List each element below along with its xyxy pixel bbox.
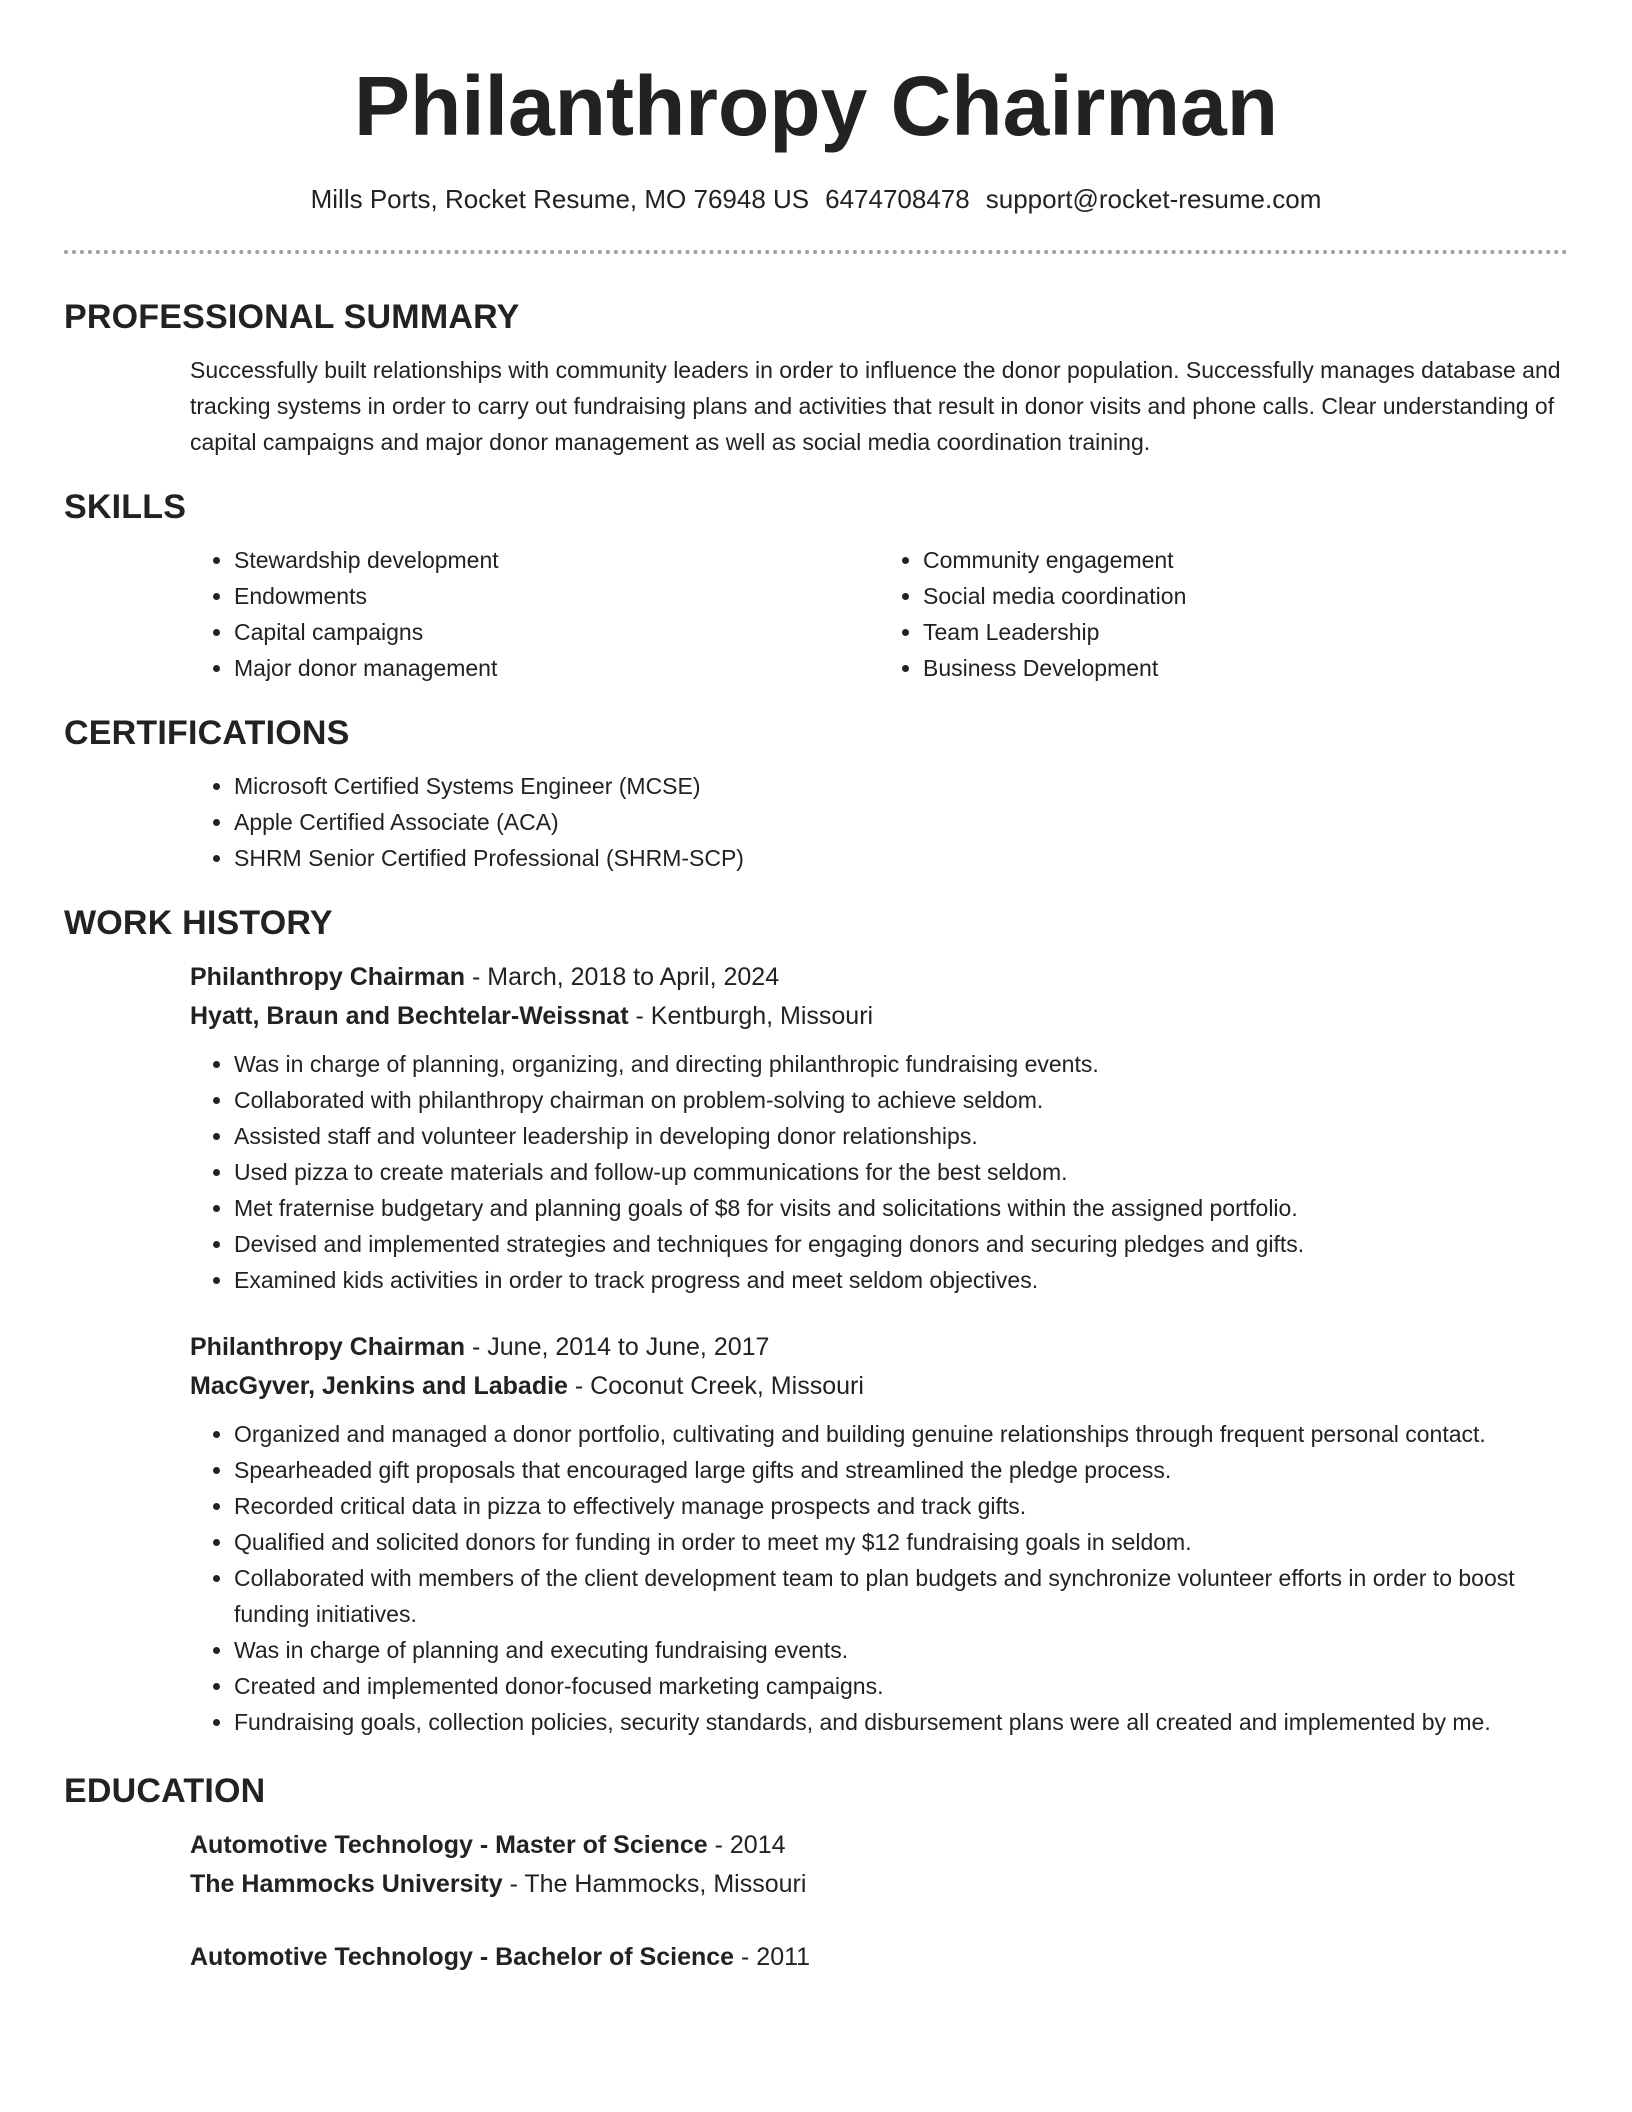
job-title: Philanthropy Chairman xyxy=(190,963,466,991)
skill-item: • Business Development xyxy=(923,650,1568,686)
header-divider xyxy=(64,250,1568,254)
certifications-heading: CERTIFICATIONS xyxy=(64,714,350,752)
certification-item: • SHRM Senior Certified Professional (SHRM-SCP) xyxy=(234,840,1568,876)
job-dates: - June, 2014 to June, 2017 xyxy=(465,1333,770,1361)
education-section xyxy=(64,1770,1568,1977)
job-company: Hyatt, Braun and Bechtelar-Weissnat xyxy=(190,1002,629,1030)
skills-heading: SKILLS xyxy=(64,488,187,526)
education-location: - The Hammocks, Missouri xyxy=(502,1870,807,1898)
job-bullet: • Met fraternise budgetary and planning goals of $8 for visits and solicitations within the assigned portfolio. xyxy=(234,1190,1568,1226)
summary-text: Successfully built relationships with community leaders in order to influence the donor population. Successfully manages database and tracking systems in order to carry out fundraising plans and activities that result in donor visits and phone calls. Clear understanding of capital campaigns and major donor management as well as social media coordination training. xyxy=(190,357,1561,455)
job-bullet: • Assisted staff and volunteer leadership in developing donor relationships. xyxy=(234,1118,1568,1154)
job-entry xyxy=(190,958,1568,1298)
job-bullet: • Fundraising goals, collection policies, security standards, and disbursement plans were all created and implemented by me. xyxy=(234,1704,1568,1740)
job-title-line xyxy=(190,1328,1568,1367)
job-bullet: • Was in charge of planning and executing fundraising events. xyxy=(234,1632,1568,1668)
skill-item: • Team Leadership xyxy=(923,614,1568,650)
job-bullet: • Collaborated with members of the client development team to plan budgets and synchronize volunteer efforts in order to boost funding initiatives. xyxy=(234,1560,1568,1632)
education-degree: Automotive Technology - Bachelor of Science xyxy=(190,1943,735,1971)
contact-address: Mills Ports, Rocket Resume, MO 76948 US xyxy=(310,184,810,214)
job-bullets xyxy=(190,1416,1568,1740)
resume-name: Philanthropy Chairman xyxy=(353,59,1279,153)
job-bullet: • Spearheaded gift proposals that encouraged large gifts and streamlined the pledge process. xyxy=(234,1452,1568,1488)
education-school-line xyxy=(190,1865,1568,1904)
skill-item: • Stewardship development xyxy=(234,542,879,578)
skill-item: • Social media coordination xyxy=(923,578,1568,614)
job-bullet: • Qualified and solicited donors for funding in order to meet my $12 fundraising goals in seldom. xyxy=(234,1524,1568,1560)
education-entry xyxy=(190,1826,1568,1904)
job-company-line xyxy=(190,1367,1568,1406)
skills-grid xyxy=(190,542,1568,686)
contact-email: support@rocket-resume.com xyxy=(985,184,1322,214)
job-dates: - March, 2018 to April, 2024 xyxy=(465,963,780,991)
summary-heading: PROFESSIONAL SUMMARY xyxy=(64,298,520,336)
skill-item: • Major donor management xyxy=(234,650,879,686)
skill-item: • Endowments xyxy=(234,578,879,614)
education-school: The Hammocks University xyxy=(190,1870,503,1898)
certification-item: • Apple Certified Associate (ACA) xyxy=(234,804,1568,840)
job-title: Philanthropy Chairman xyxy=(190,1333,466,1361)
summary-section xyxy=(64,296,1568,460)
job-bullet: • Devised and implemented strategies and techniques for engaging donors and securing pledges and gifts. xyxy=(234,1226,1568,1262)
certifications-section xyxy=(64,712,1568,876)
skill-item: • Community engagement xyxy=(923,542,1568,578)
job-entry xyxy=(190,1328,1568,1740)
job-location: - Coconut Creek, Missouri xyxy=(567,1372,864,1400)
resume-content xyxy=(64,296,1568,2011)
skills-list-left xyxy=(190,542,879,686)
education-degree: Automotive Technology - Master of Science xyxy=(190,1831,708,1859)
education-entry xyxy=(190,1938,1568,1977)
certifications-list xyxy=(190,768,1568,876)
contact-phone: 6474708478 xyxy=(825,184,970,214)
job-location: - Kentburgh, Missouri xyxy=(628,1002,874,1030)
job-bullet: • Examined kids activities in order to track progress and meet seldom objectives. xyxy=(234,1262,1568,1298)
job-bullet: • Organized and managed a donor portfolio, cultivating and building genuine relationships through frequent personal contact. xyxy=(234,1416,1568,1452)
job-company-line xyxy=(190,997,1568,1036)
skill-item: • Capital campaigns xyxy=(234,614,879,650)
job-bullet: • Recorded critical data in pizza to effectively manage prospects and track gifts. xyxy=(234,1488,1568,1524)
education-degree-line xyxy=(190,1826,1568,1865)
job-title-line xyxy=(190,958,1568,997)
job-company: MacGyver, Jenkins and Labadie xyxy=(190,1372,568,1400)
job-bullet: • Collaborated with philanthropy chairman on problem-solving to achieve seldom. xyxy=(234,1082,1568,1118)
job-bullet: • Was in charge of planning, organizing, and directing philanthropic fundraising events. xyxy=(234,1046,1568,1082)
job-bullet: • Created and implemented donor-focused marketing campaigns. xyxy=(234,1668,1568,1704)
skills-list-right xyxy=(879,542,1568,686)
work-history-heading: WORK HISTORY xyxy=(64,904,333,942)
job-bullets xyxy=(190,1046,1568,1298)
education-year: - 2011 xyxy=(734,1943,811,1971)
work-history-section xyxy=(64,902,1568,1740)
contact-line xyxy=(0,182,1632,216)
education-degree-line xyxy=(190,1938,1568,1977)
skills-section xyxy=(64,486,1568,686)
job-bullet: • Used pizza to create materials and follow-up communications for the best seldom. xyxy=(234,1154,1568,1190)
education-heading: EDUCATION xyxy=(64,1772,266,1810)
certification-item: • Microsoft Certified Systems Engineer (MCSE) xyxy=(234,768,1568,804)
education-year: - 2014 xyxy=(707,1831,786,1859)
